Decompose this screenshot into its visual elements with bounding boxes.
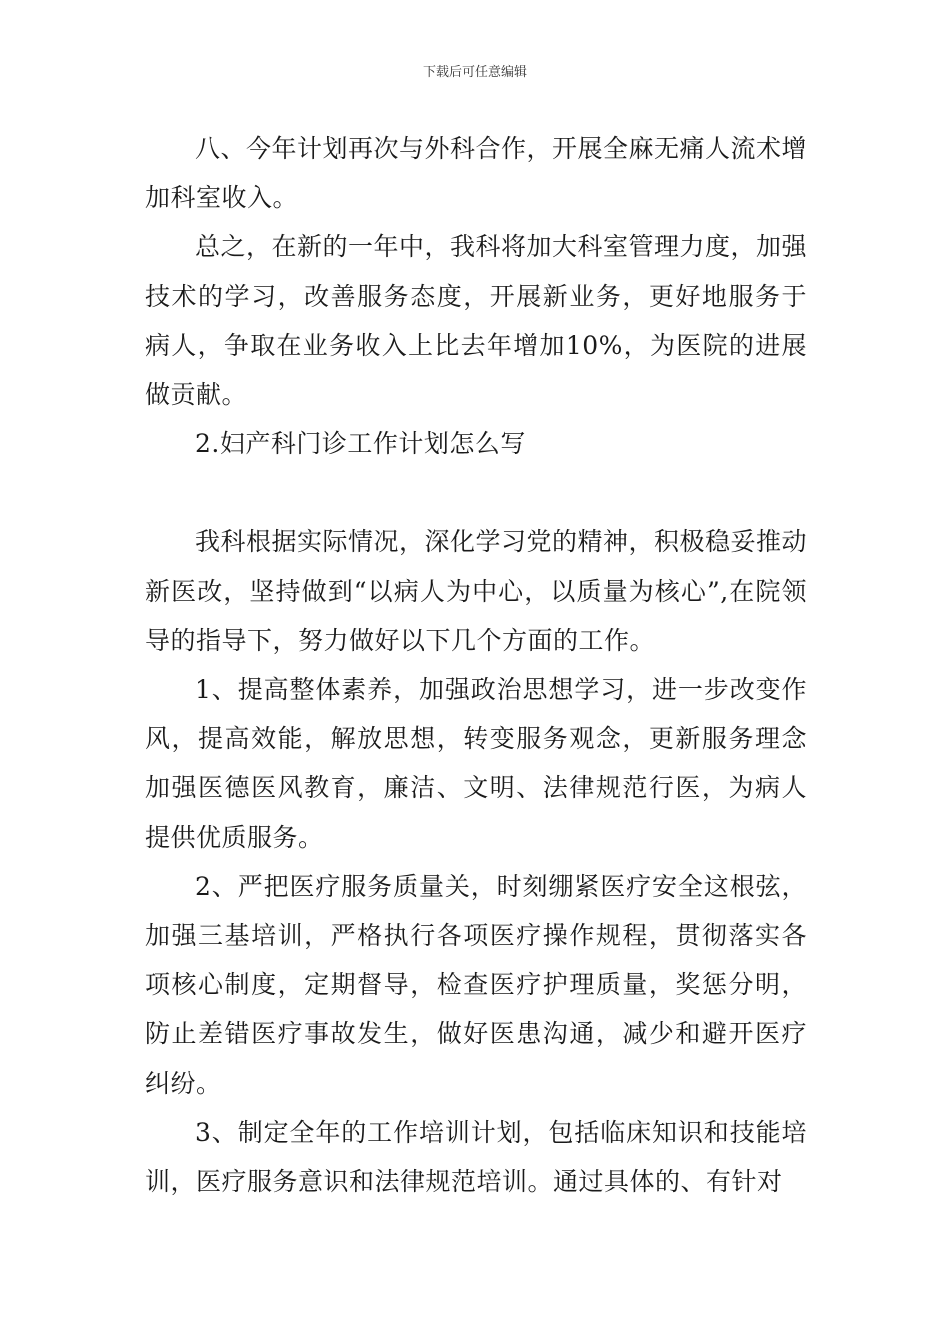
section-heading: 2.妇产科门诊工作计划怎么写 — [195, 429, 526, 459]
document-body — [145, 124, 807, 1206]
paragraph-item-1: 1、提高整体素养，加强政治思想学习，进一步改变作风，提高效能，解放思想，转变服务观念，更新服务理念加强医德医风教育，廉洁、文明、法律规范行医，为病人提供优质服务。 — [145, 675, 807, 852]
paragraph-intro: 我科根据实际情况，深化学习党的精神，积极稳妥推动新医改，坚持做到“以病人为中心，以质量为核心”,在院领导的指导下，努力做好以下几个方面的工作。 — [145, 527, 808, 655]
page-header: 下载后可任意编辑 — [422, 65, 527, 80]
paragraph-summary: 总之，在新的一年中，我科将加大科室管理力度，加强技术的学习，改善服务态度，开展新业务，更好地服务于病人，争取在业务收入上比去年增加10%，为医院的进展做贡献。 — [145, 232, 808, 410]
paragraph-item-2: 2、严把医疗服务质量关，时刻绷紧医疗安全这根弦，加强三基培训，严格执行各项医疗操作规程，贯彻落实各项核心制度，定期督导，检查医疗护理质量，奖惩分明，防止差错医疗事故发生，做好医患沟通，减少和避开医疗纠纷。 — [145, 871, 807, 1098]
paragraph-item-8: 八、今年计划再次与外科合作，开展全麻无痛人流术增加科室收入。 — [145, 134, 808, 213]
paragraph-item-3: 3、制定全年的工作培训计划，包括临床知识和技能培训，医疗服务意识和法律规范培训。通过具体的、有针对 — [145, 1117, 807, 1197]
